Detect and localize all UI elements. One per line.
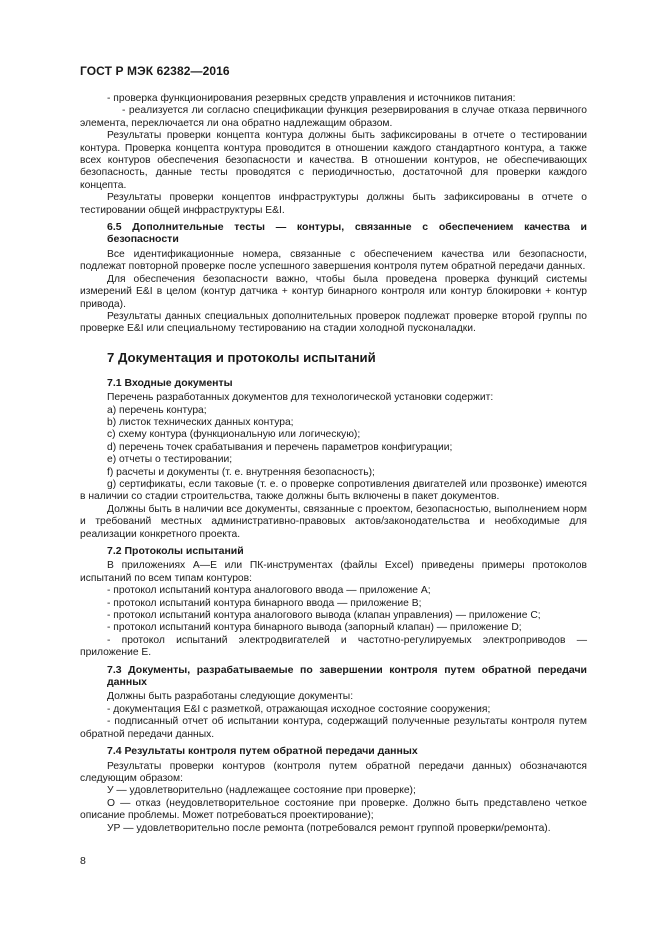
page-number: 8	[80, 855, 86, 867]
subsection-heading: 7.1 Входные документы	[107, 376, 233, 389]
document-body	[80, 93, 587, 835]
subsection-heading: 7.2 Протоколы испытаний	[107, 545, 244, 557]
paragraph: c) схему контура (функциональную или логическую);	[107, 429, 361, 441]
paragraph: - протокол испытаний контура бинарного вывода (запорный клапан) — приложение D;	[107, 622, 522, 634]
paragraph: Результаты данных специальных дополнительных проверок подлежат проверке второй группы по проверке E&I или специальному тестированию на стадии холодной пусконаладки.	[80, 310, 587, 335]
paragraph: - подписанный отчет об испытании контура, содержащий полученные результаты контроля путем обратной передачи данных.	[80, 716, 587, 740]
subsection-heading: 7.4 Результаты контроля путем обратной передачи данных	[107, 745, 418, 758]
section-heading: 7 Документация и протоколы испытаний	[107, 349, 376, 365]
subsection-heading: 7.3 Документы, разрабатываемые по завершении контроля путем обратной передачи данных	[107, 663, 587, 689]
paragraph: Для обеспечения безопасности важно, чтобы была проведена проверка функций системы измерений E&I в целом (контур датчика + контур бинарного контроля или контур блокировки + контур привода).	[80, 273, 587, 310]
paragraph: - протокол испытаний контура аналогового ввода — приложение A;	[107, 585, 431, 597]
paragraph: Результаты проверки концепта контура должны быть зафиксированы в отчете о тестировании контура. Проверка концепта контура проводится в отношении каждого стандартного контура, а также всех контуров обеспечения безопасности и качества. В отношении контуров, не обеспечивающих безопасность, данные тесты проводятся с периодичностью, достаточной для проверки каждого концепта.	[80, 130, 587, 191]
paragraph: Должны быть разработаны следующие документы:	[107, 691, 354, 703]
page-header-title: ГОСТ Р МЭК 62382—2016	[80, 64, 230, 78]
paragraph: Результаты проверки контуров (контроля путем обратной передачи данных) обозначаются следующим образом:	[80, 760, 587, 784]
paragraph: a) перечень контура;	[107, 404, 207, 416]
paragraph: - документация E&I с разметкой, отражающая исходное состояние сооружения;	[107, 703, 491, 715]
paragraph: g) сертификаты, если таковые (т. е. о проверке сопротивления двигателей или прозвонке) имеются в наличии со стадии строительства, также должны быть включены в пакет документов.	[80, 478, 587, 503]
paragraph: b) листок технических данных контура;	[107, 416, 294, 428]
paragraph: О — отказ (неудовлетворительное состояние при проверке. Должно быть представлено четкое описание проблемы. Может потребоваться проектирование);	[80, 797, 587, 822]
paragraph: e) отчеты о тестировании;	[107, 454, 233, 466]
paragraph: - реализуется ли согласно спецификации функция резервирования в случае отказа первичного элемента, переключается ли она обратно надлежащим образом.	[80, 105, 587, 129]
paragraph: В приложениях A—E или ПК-инструментах (файлы Excel) приведены примеры протоколов испытаний по всем типам контуров:	[80, 560, 587, 584]
paragraph: f) расчеты и документы (т. е. внутренняя безопасность);	[107, 466, 375, 478]
paragraph: Все идентификационные номера, связанные с обеспечением качества или безопасности, подлежат повторной проверке после успешного завершения контроля путем обратной передачи данных.	[80, 248, 587, 273]
paragraph: - протокол испытаний электродвигателей и частотно-регулируемых электроприводов — приложение E.	[80, 634, 587, 659]
paragraph: Перечень разработанных документов для технологической установки содержит:	[107, 392, 494, 404]
paragraph: d) перечень точек срабатывания и перечень параметров конфигурации;	[107, 441, 453, 453]
paragraph: У — удовлетворительно (надлежащее состояние при проверке);	[107, 785, 416, 797]
paragraph: - протокол испытаний контура аналогового вывода (клапан управления) — приложение C;	[107, 610, 541, 622]
paragraph: Должны быть в наличии все документы, связанные с проектом, безопасностью, выполнением норм и требований местных административно-правовых актов/законодательства и необходимые для реализации конкретного проекта.	[80, 503, 587, 540]
paragraph: - протокол испытаний контура бинарного ввода — приложение B;	[107, 597, 422, 609]
paragraph: - проверка функционирования резервных средств управления и источников питания:	[107, 93, 516, 104]
paragraph: УР — удовлетворительно после ремонта (потребовался ремонт группой проверки/ремонта).	[107, 822, 551, 834]
subsection-heading: 6.5 Дополнительные тесты — контуры, связанные с обеспечением качества и безопасности	[107, 221, 587, 246]
paragraph: Результаты проверки концептов инфраструктуры должны быть зафиксированы в отчете о тестировании общей инфраструктуры E&I.	[80, 192, 587, 216]
